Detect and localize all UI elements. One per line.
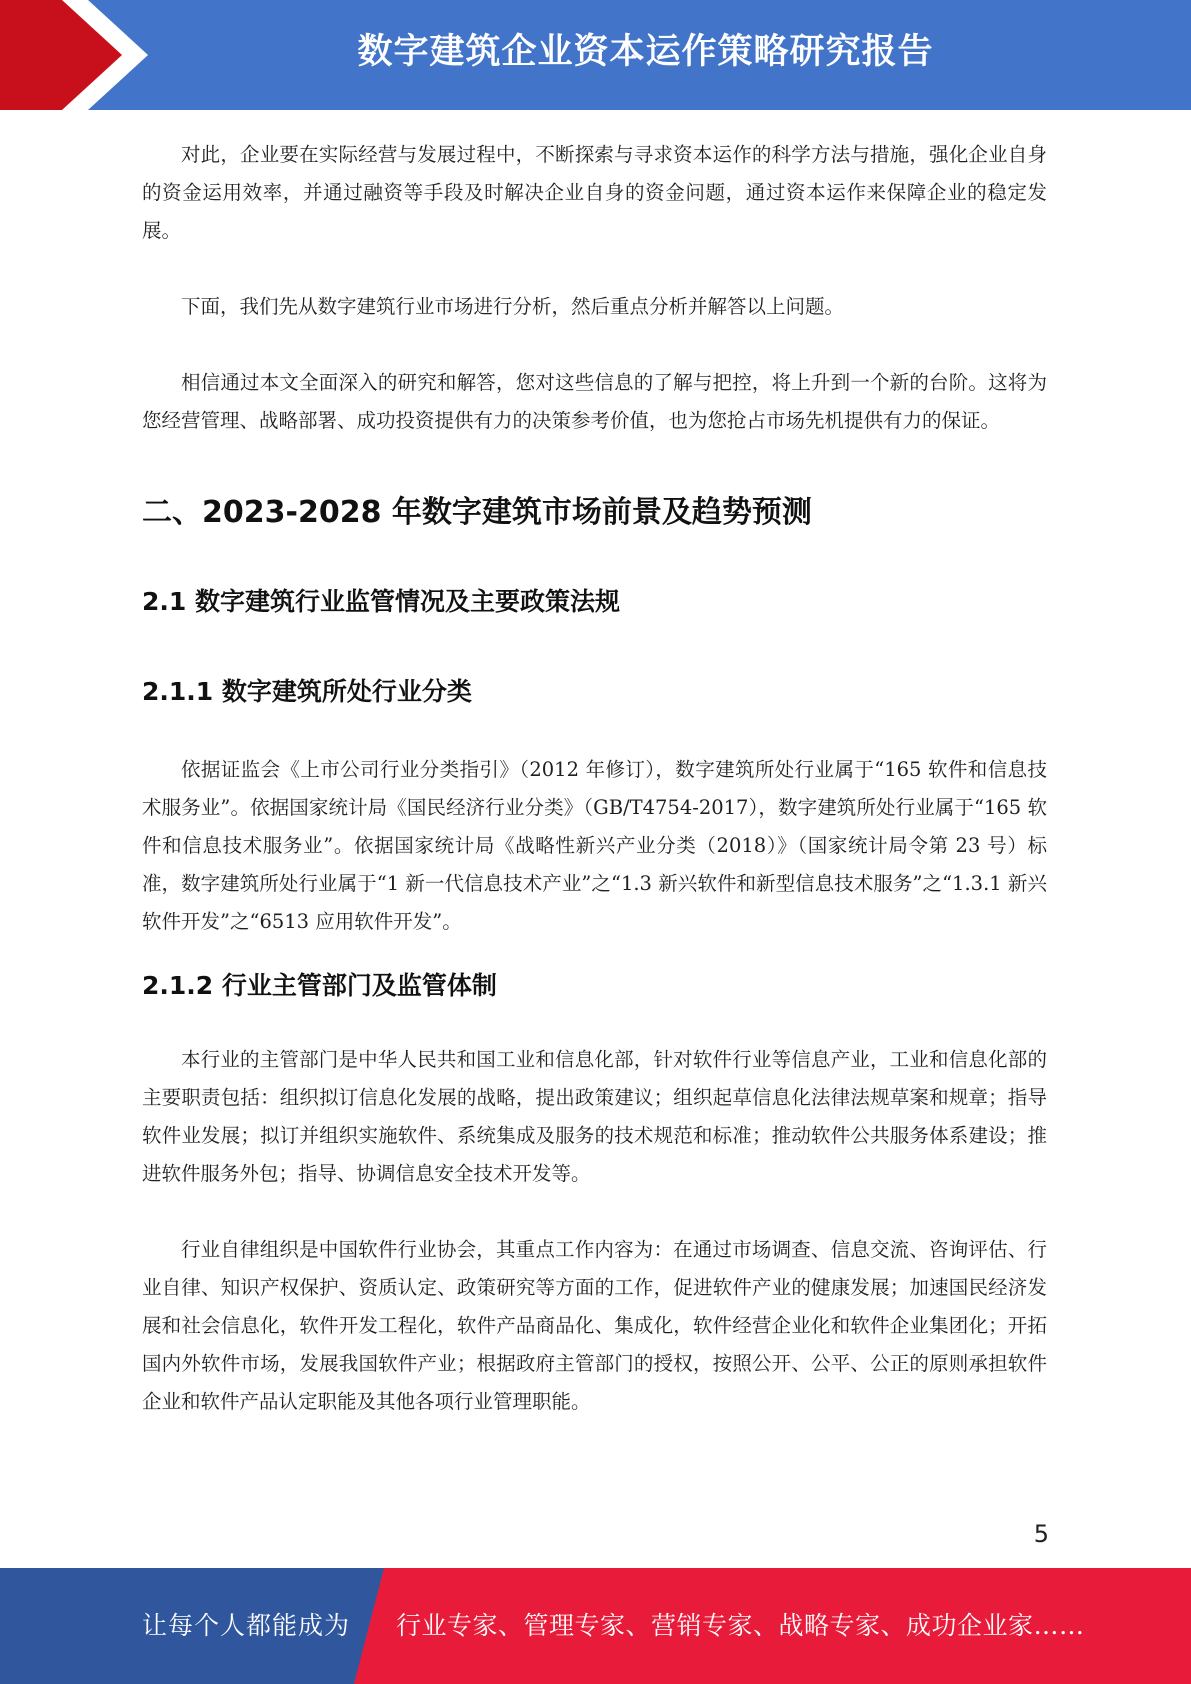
- section-heading: 二、2023-2028 年数字建筑市场前景及趋势预测: [142, 495, 812, 530]
- paragraph-industry-classification: 依据证监会《上市公司行业分类指引》（2012 年修订），数字建筑所处行业属于“165 软件和信息技术服务业”。依据国家统计局《国民经济行业分类》（GB/T4754-2017），数字建筑所处行业属于“165 软件和信息技术服务业”。依据国家统计局《战略性新兴产业分类（2018）》（国家统计局令第 23 号）标准，数字建筑所处行业属于“1 新一代信息技术产业”之“1.3 新兴软件和新型信息技术服务”之“1.3.1 新兴软件开发”之“6513 应用软件开发”。: [142, 758, 1047, 933]
- header-title: 数字建筑企业资本运作策略研究报告: [357, 32, 934, 72]
- page-footer: [0, 1568, 1191, 1684]
- paragraph-industry-association: 行业自律组织是中国软件行业协会，其重点工作内容为：在通过市场调查、信息交流、咨询评估、行业自律、知识产权保护、资质认定、政策研究等方面的工作，促进软件产业的健康发展；加速国民经济发展和社会信息化，软件开发工程化，软件产品商品化、集成化，软件经营企业化和软件企业集团化；开拓国内外软件市场，发展我国软件产业；根据政府主管部门的授权，按照公开、公平、公正的原则承担软件企业和软件产品认定职能及其他各项行业管理职能。: [142, 1238, 1047, 1413]
- paragraph-intro-2: 下面，我们先从数字建筑行业市场进行分析，然后重点分析并解答以上问题。: [181, 295, 845, 318]
- document-body: [142, 136, 1047, 1421]
- footer-slogan-left: 让每个人都能成为: [142, 1611, 351, 1640]
- page-number: 5: [1033, 1520, 1049, 1548]
- paragraph-intro-3: 相信通过本文全面深入的研究和解答，您对这些信息的了解与把控，将上升到一个新的台阶。这将为您经营管理、战略部署、成功投资提供有力的决策参考价值，也为您抢占市场先机提供有力的保证。: [142, 371, 1047, 432]
- paragraph-intro-1: 对此，企业要在实际经营与发展过程中，不断探索与寻求资本运作的科学方法与措施，强化企业自身的资金运用效率，并通过融资等手段及时解决企业自身的资金问题，通过资本运作来保障企业的稳定发展。: [142, 143, 1047, 242]
- subsection-heading: 2.1 数字建筑行业监管情况及主要政策法规: [142, 587, 620, 616]
- page-header: [0, 0, 1191, 110]
- footer-slogan-right: 行业专家、管理专家、营销专家、战略专家、成功企业家……: [396, 1611, 1085, 1640]
- subsubsection-heading-regulation: 2.1.2 行业主管部门及监管体制: [142, 971, 497, 1000]
- subsubsection-heading-industry-classification: 2.1.1 数字建筑所处行业分类: [142, 677, 472, 706]
- paragraph-regulator: 本行业的主管部门是中华人民共和国工业和信息化部，针对软件行业等信息产业，工业和信息化部的主要职责包括：组织拟订信息化发展的战略，提出政策建议；组织起草信息化法律法规草案和规章；指导软件业发展；拟订并组织实施软件、系统集成及服务的技术规范和标准；推动软件公共服务体系建设；推进软件服务外包；指导、协调信息安全技术开发等。: [142, 1048, 1047, 1185]
